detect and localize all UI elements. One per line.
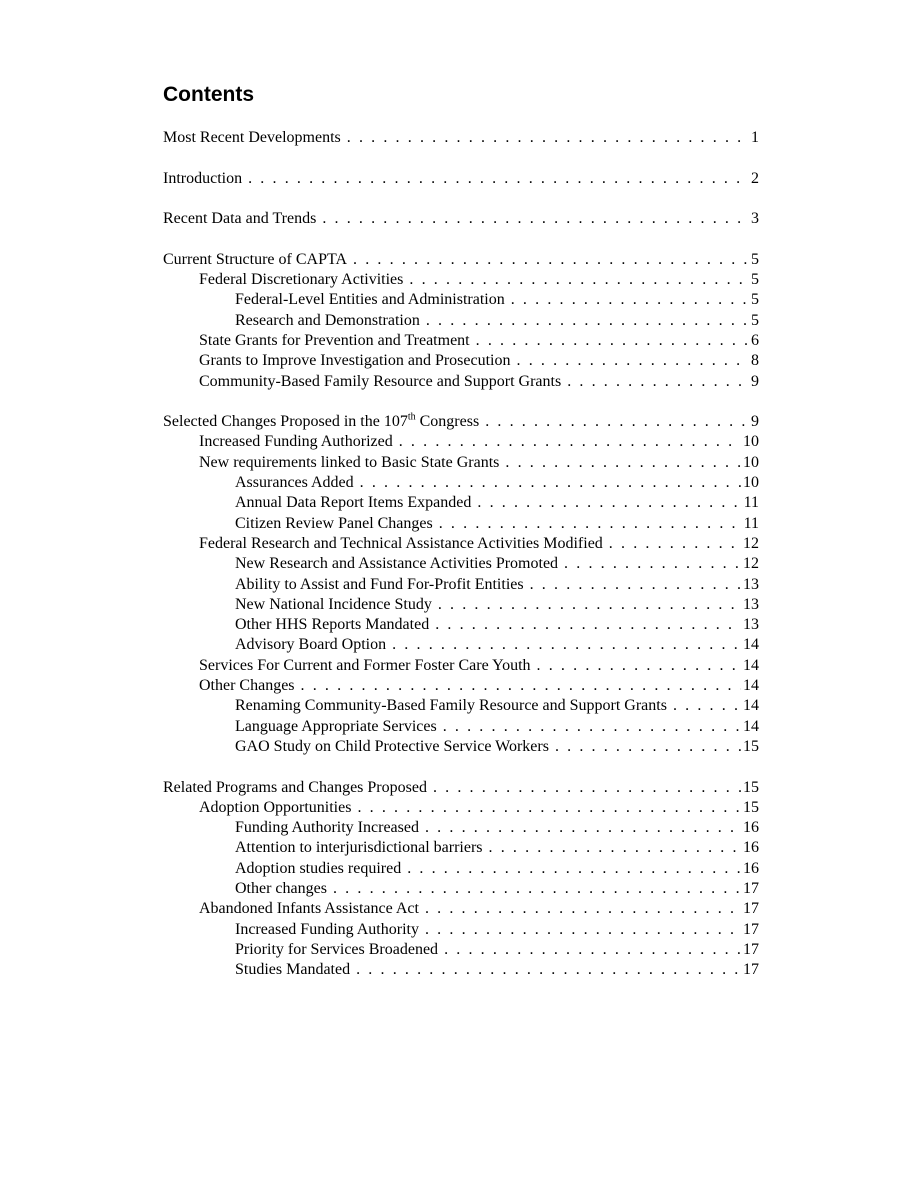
toc-entry[interactable] <box>163 432 759 452</box>
dot-leader <box>409 270 749 290</box>
toc-entry[interactable] <box>163 514 759 534</box>
toc-page-number: 1 <box>751 129 759 146</box>
toc-entry[interactable] <box>163 899 759 919</box>
toc-entry[interactable] <box>163 311 759 331</box>
toc-page-number: 17 <box>743 940 759 958</box>
toc-title-text: Renaming Community-Based Family Resource and Support Grants <box>235 697 667 715</box>
toc-entry-title <box>235 879 333 899</box>
toc-page-number: 11 <box>743 514 759 532</box>
dot-leader <box>435 615 741 635</box>
toc-title-text: Funding Authority Increased <box>235 819 419 837</box>
toc-entry-title <box>235 920 425 940</box>
toc-page-number: 5 <box>751 311 759 329</box>
toc-entry-title <box>199 270 409 290</box>
toc-entry-title <box>235 575 530 595</box>
toc-page-number: 16 <box>743 839 759 857</box>
toc-page-number: 10 <box>743 474 759 492</box>
contents-page <box>163 82 759 1001</box>
toc-entry[interactable] <box>163 676 759 696</box>
toc-entry[interactable] <box>163 818 759 838</box>
toc-title-text: Other Changes <box>199 677 295 695</box>
toc-entry-title <box>163 209 322 229</box>
toc-entry-title <box>235 473 360 493</box>
toc-section-group <box>163 128 759 148</box>
toc-title-text: Priority for Services Broadened <box>235 940 439 958</box>
toc-title-text: Studies Mandated <box>235 961 351 979</box>
toc-title-text-continued: Congress <box>415 413 480 431</box>
toc-page-number: 13 <box>743 616 759 634</box>
toc-page-number: 12 <box>743 555 759 573</box>
toc-entry[interactable] <box>163 331 759 351</box>
toc-title-text: Introduction <box>163 169 243 187</box>
toc-entry-title <box>199 453 505 473</box>
dot-leader <box>248 169 749 189</box>
toc-page-number: 12 <box>743 534 759 552</box>
toc-title-text: Adoption studies required <box>235 859 402 877</box>
dot-leader <box>392 635 741 655</box>
toc-page-number: 11 <box>743 494 759 512</box>
toc-title-text: Attention to interjurisdictional barriers <box>235 839 483 857</box>
toc-entry[interactable] <box>163 250 759 270</box>
toc-entry-title <box>235 818 425 838</box>
toc-entry[interactable] <box>163 798 759 818</box>
dot-leader <box>425 899 741 919</box>
toc-entry-title <box>199 432 399 452</box>
toc-entry-title <box>199 676 301 696</box>
dot-leader <box>444 940 741 960</box>
toc-page-number: 14 <box>743 636 759 654</box>
dot-leader <box>609 534 741 554</box>
dot-leader <box>426 311 749 331</box>
toc-title-text: Ability to Assist and Fund For-Profit Entities <box>235 575 524 593</box>
toc-page-number: 13 <box>743 595 759 613</box>
toc-title-text: New National Incidence Study <box>235 595 432 613</box>
toc-title-text: Federal-Level Entities and Administration <box>235 291 505 309</box>
dot-leader <box>399 432 741 452</box>
toc-entry-title <box>235 595 438 615</box>
dot-leader <box>555 737 741 757</box>
dot-leader <box>530 575 741 595</box>
dot-leader <box>333 879 741 899</box>
toc-entry-title <box>235 737 555 757</box>
toc-page-number: 14 <box>743 717 759 735</box>
toc-page-number: 6 <box>751 331 759 349</box>
dot-leader <box>567 372 749 392</box>
toc-entry[interactable] <box>163 351 759 371</box>
toc-entry[interactable] <box>163 554 759 574</box>
dot-leader <box>673 696 741 716</box>
dot-leader <box>537 656 741 676</box>
toc-title-text: New Research and Assistance Activities Promoted <box>235 555 559 573</box>
toc-entry[interactable] <box>163 290 759 310</box>
toc-section-group <box>163 209 759 229</box>
toc-entry-title <box>235 960 356 980</box>
toc-entry-title <box>235 493 477 513</box>
toc-entry-title <box>235 615 435 635</box>
toc-entry-title <box>235 838 489 858</box>
toc-page-number: 5 <box>751 271 759 289</box>
toc-entry-title <box>235 554 564 574</box>
toc-entry-title <box>163 250 353 270</box>
toc-entry[interactable] <box>163 920 759 940</box>
toc-entry[interactable] <box>163 575 759 595</box>
dot-leader <box>443 717 741 737</box>
dot-leader <box>356 960 741 980</box>
toc-title-text: Language Appropriate Services <box>235 717 437 735</box>
toc-page-number: 9 <box>751 372 759 390</box>
toc-entry-title <box>199 351 517 371</box>
toc-entry[interactable] <box>163 270 759 290</box>
toc-page-number: 8 <box>751 352 759 370</box>
toc-entry-title <box>199 656 537 676</box>
toc-entry-title <box>235 290 511 310</box>
dot-leader <box>511 290 749 310</box>
dot-leader <box>564 554 741 574</box>
toc-page-number: 5 <box>751 291 759 309</box>
toc-entry-title <box>199 534 609 554</box>
toc-entry-title <box>199 899 425 919</box>
toc-page-number: 17 <box>743 900 759 918</box>
toc-page-number: 14 <box>743 697 759 715</box>
toc-title-text: New requirements linked to Basic State Grants <box>199 453 500 471</box>
toc-title-text: GAO Study on Child Protective Service Workers <box>235 737 549 755</box>
dot-leader <box>425 920 741 940</box>
toc-entry[interactable] <box>163 473 759 493</box>
toc-entry-title <box>163 778 433 798</box>
toc-title-text: Grants to Improve Investigation and Prosecution <box>199 352 511 370</box>
toc-title-text: Community-Based Family Resource and Support Grants <box>199 372 562 390</box>
dot-leader <box>433 778 741 798</box>
toc-entry[interactable] <box>163 879 759 899</box>
dot-leader <box>301 676 741 696</box>
toc-entry-title <box>235 717 443 737</box>
toc-page-number: 15 <box>743 798 759 816</box>
toc-entry[interactable] <box>163 453 759 473</box>
dot-leader <box>517 351 750 371</box>
dot-leader <box>353 250 749 270</box>
toc-entry-title <box>235 696 673 716</box>
toc-title-text: Research and Demonstration <box>235 311 420 329</box>
toc-entry-title <box>199 331 476 351</box>
toc-title-text: Other HHS Reports Mandated <box>235 616 430 634</box>
dot-leader <box>407 859 741 879</box>
toc-title-text: Other changes <box>235 879 327 897</box>
toc-page-number: 10 <box>743 433 759 451</box>
toc-title-text: Services For Current and Former Foster Care Youth <box>199 656 531 674</box>
toc-page-number: 2 <box>751 169 759 187</box>
toc-entry[interactable] <box>163 940 759 960</box>
toc-title-text: Recent Data and Trends <box>163 210 317 228</box>
toc-section-group <box>163 412 759 757</box>
dot-leader <box>438 595 741 615</box>
toc-title-text: Annual Data Report Items Expanded <box>235 494 472 512</box>
toc-page-number: 5 <box>751 250 759 268</box>
toc-entry[interactable] <box>163 960 759 980</box>
toc-entry-title <box>235 311 426 331</box>
toc-title-text: Assurances Added <box>235 474 354 492</box>
toc-title-text: Federal Discretionary Activities <box>199 271 404 289</box>
toc-section-group <box>163 169 759 189</box>
toc-entry-title <box>235 940 444 960</box>
toc-title-text: Citizen Review Panel Changes <box>235 514 433 532</box>
dot-leader <box>347 128 749 148</box>
toc-title-text: Adoption Opportunities <box>199 798 352 816</box>
toc-entry[interactable] <box>163 372 759 392</box>
toc-title-text: Abandoned Infants Assistance Act <box>199 900 419 918</box>
toc-page-number: 9 <box>751 413 759 431</box>
toc-title-text: Current Structure of CAPTA <box>163 250 348 268</box>
toc-entry[interactable] <box>163 169 759 189</box>
toc-entry[interactable] <box>163 615 759 635</box>
toc-entry-title <box>235 514 439 534</box>
toc-entry[interactable] <box>163 656 759 676</box>
toc-entry-title <box>163 412 485 432</box>
dot-leader <box>477 493 741 513</box>
toc-entry[interactable] <box>163 595 759 615</box>
toc-title-text: Increased Funding Authority <box>235 920 419 938</box>
toc-title-text: Selected Changes Proposed in the 107 <box>163 413 408 431</box>
toc-page-number: 10 <box>743 453 759 471</box>
toc-section-group <box>163 778 759 981</box>
toc-entry[interactable] <box>163 128 759 148</box>
toc-entry[interactable] <box>163 838 759 858</box>
toc-entry[interactable] <box>163 717 759 737</box>
toc-entry[interactable] <box>163 635 759 655</box>
ordinal-superscript: th <box>407 412 416 423</box>
dot-leader <box>357 798 741 818</box>
table-of-contents <box>163 128 759 980</box>
toc-entry[interactable] <box>163 493 759 513</box>
toc-page-number: 16 <box>743 819 759 837</box>
dot-leader <box>489 838 742 858</box>
toc-page-number: 15 <box>743 778 759 796</box>
toc-page-number: 3 <box>751 210 759 228</box>
toc-entry[interactable] <box>163 859 759 879</box>
dot-leader <box>360 473 741 493</box>
dot-leader <box>425 818 741 838</box>
dot-leader <box>505 453 741 473</box>
toc-title-text: Related Programs and Changes Proposed <box>163 778 427 796</box>
toc-page-number: 17 <box>743 879 759 897</box>
toc-entry[interactable] <box>163 534 759 554</box>
toc-page-number: 14 <box>743 677 759 695</box>
dot-leader <box>476 331 749 351</box>
toc-entry[interactable] <box>163 696 759 716</box>
toc-entry[interactable] <box>163 778 759 798</box>
dot-leader <box>439 514 742 534</box>
dot-leader <box>322 209 749 229</box>
toc-title-text: Most Recent Developments <box>163 129 341 146</box>
toc-entry[interactable] <box>163 209 759 229</box>
toc-section-group <box>163 250 759 392</box>
toc-entry-title <box>199 798 357 818</box>
toc-title-text: Increased Funding Authorized <box>199 433 393 451</box>
toc-entry-title <box>163 169 248 189</box>
toc-title-text: Advisory Board Option <box>235 636 387 654</box>
toc-entry-title <box>199 372 567 392</box>
toc-title-text: State Grants for Prevention and Treatment <box>199 331 470 349</box>
toc-entry-title <box>235 635 392 655</box>
toc-entry[interactable] <box>163 412 759 432</box>
toc-page-number: 15 <box>743 737 759 755</box>
toc-entry-title <box>235 859 407 879</box>
toc-page-number: 16 <box>743 859 759 877</box>
toc-title-text: Federal Research and Technical Assistance Activities Modified <box>199 534 603 552</box>
toc-page-number: 17 <box>743 961 759 979</box>
dot-leader <box>485 412 749 432</box>
toc-page-number: 14 <box>743 656 759 674</box>
toc-page-number: 13 <box>743 575 759 593</box>
toc-page-number: 17 <box>743 920 759 938</box>
page-title: Contents <box>163 83 254 106</box>
toc-entry[interactable] <box>163 737 759 757</box>
toc-entry-title <box>163 128 347 148</box>
